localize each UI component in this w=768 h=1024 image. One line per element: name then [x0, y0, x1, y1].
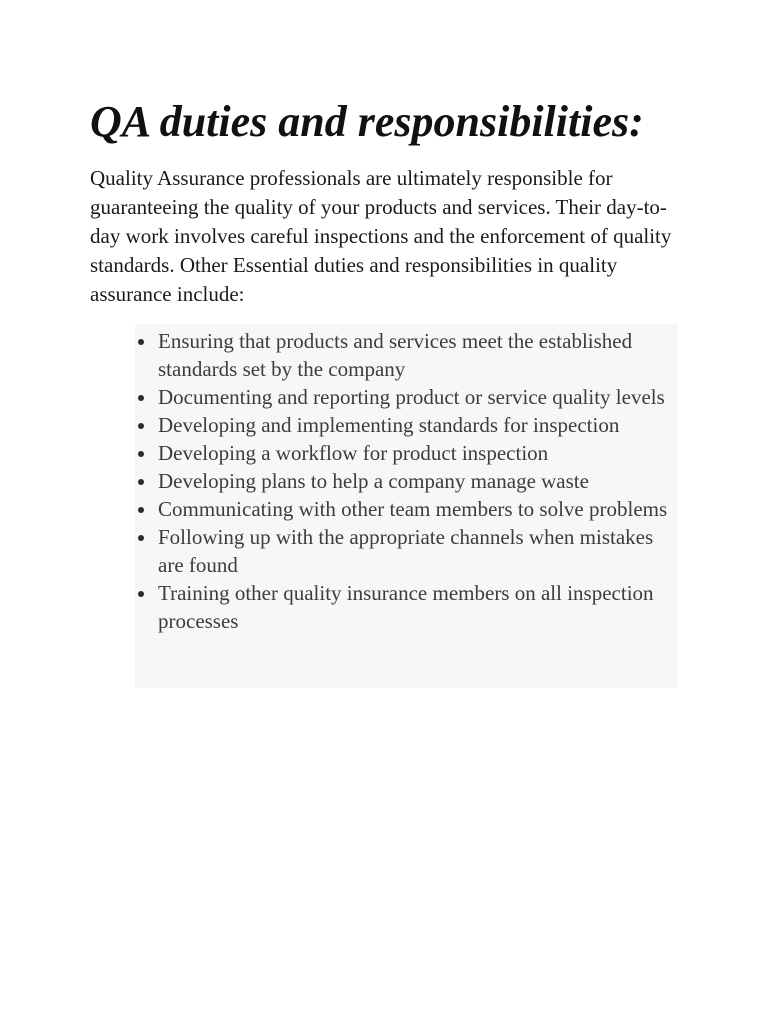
bullet-icon	[138, 339, 144, 345]
list-item	[135, 411, 678, 439]
list-item-text: Developing a workflow for product inspection	[158, 441, 549, 465]
bullet-icon	[138, 535, 144, 541]
bullet-icon	[138, 395, 144, 401]
list-item	[135, 523, 678, 579]
bullet-icon	[138, 591, 144, 597]
list-item	[135, 439, 678, 467]
bullet-icon	[138, 451, 144, 457]
list-item-text: Training other quality insurance members on all inspection processes	[158, 581, 654, 633]
list-item-text: Communicating with other team members to solve problems	[158, 497, 668, 521]
list-item-text: Developing plans to help a company manage waste	[158, 469, 589, 493]
list-item	[135, 495, 678, 523]
bullet-icon	[138, 423, 144, 429]
list-item-text: Documenting and reporting product or service quality levels	[158, 385, 665, 409]
bullet-icon	[138, 479, 144, 485]
bullet-icon	[138, 507, 144, 513]
list-item-text: Ensuring that products and services meet the established standards set by the company	[158, 329, 633, 381]
duties-list-box	[135, 324, 678, 688]
page-title: QA duties and responsibilities:	[90, 97, 644, 146]
list-item-text: Developing and implementing standards for inspection	[158, 413, 620, 437]
list-item	[135, 467, 678, 495]
intro-paragraph: Quality Assurance professionals are ultimately responsible for guaranteeing the quality of your products and services. Their day-to-day work involves careful inspections and the enforcement of quality standards. Other Essential duties and responsibilities in quality assurance include:	[90, 166, 672, 306]
list-item	[135, 383, 678, 411]
list-item	[135, 579, 678, 635]
list-item-text: Following up with the appropriate channels when mistakes are found	[158, 525, 654, 577]
list-item	[135, 327, 678, 383]
duties-list	[135, 324, 678, 635]
